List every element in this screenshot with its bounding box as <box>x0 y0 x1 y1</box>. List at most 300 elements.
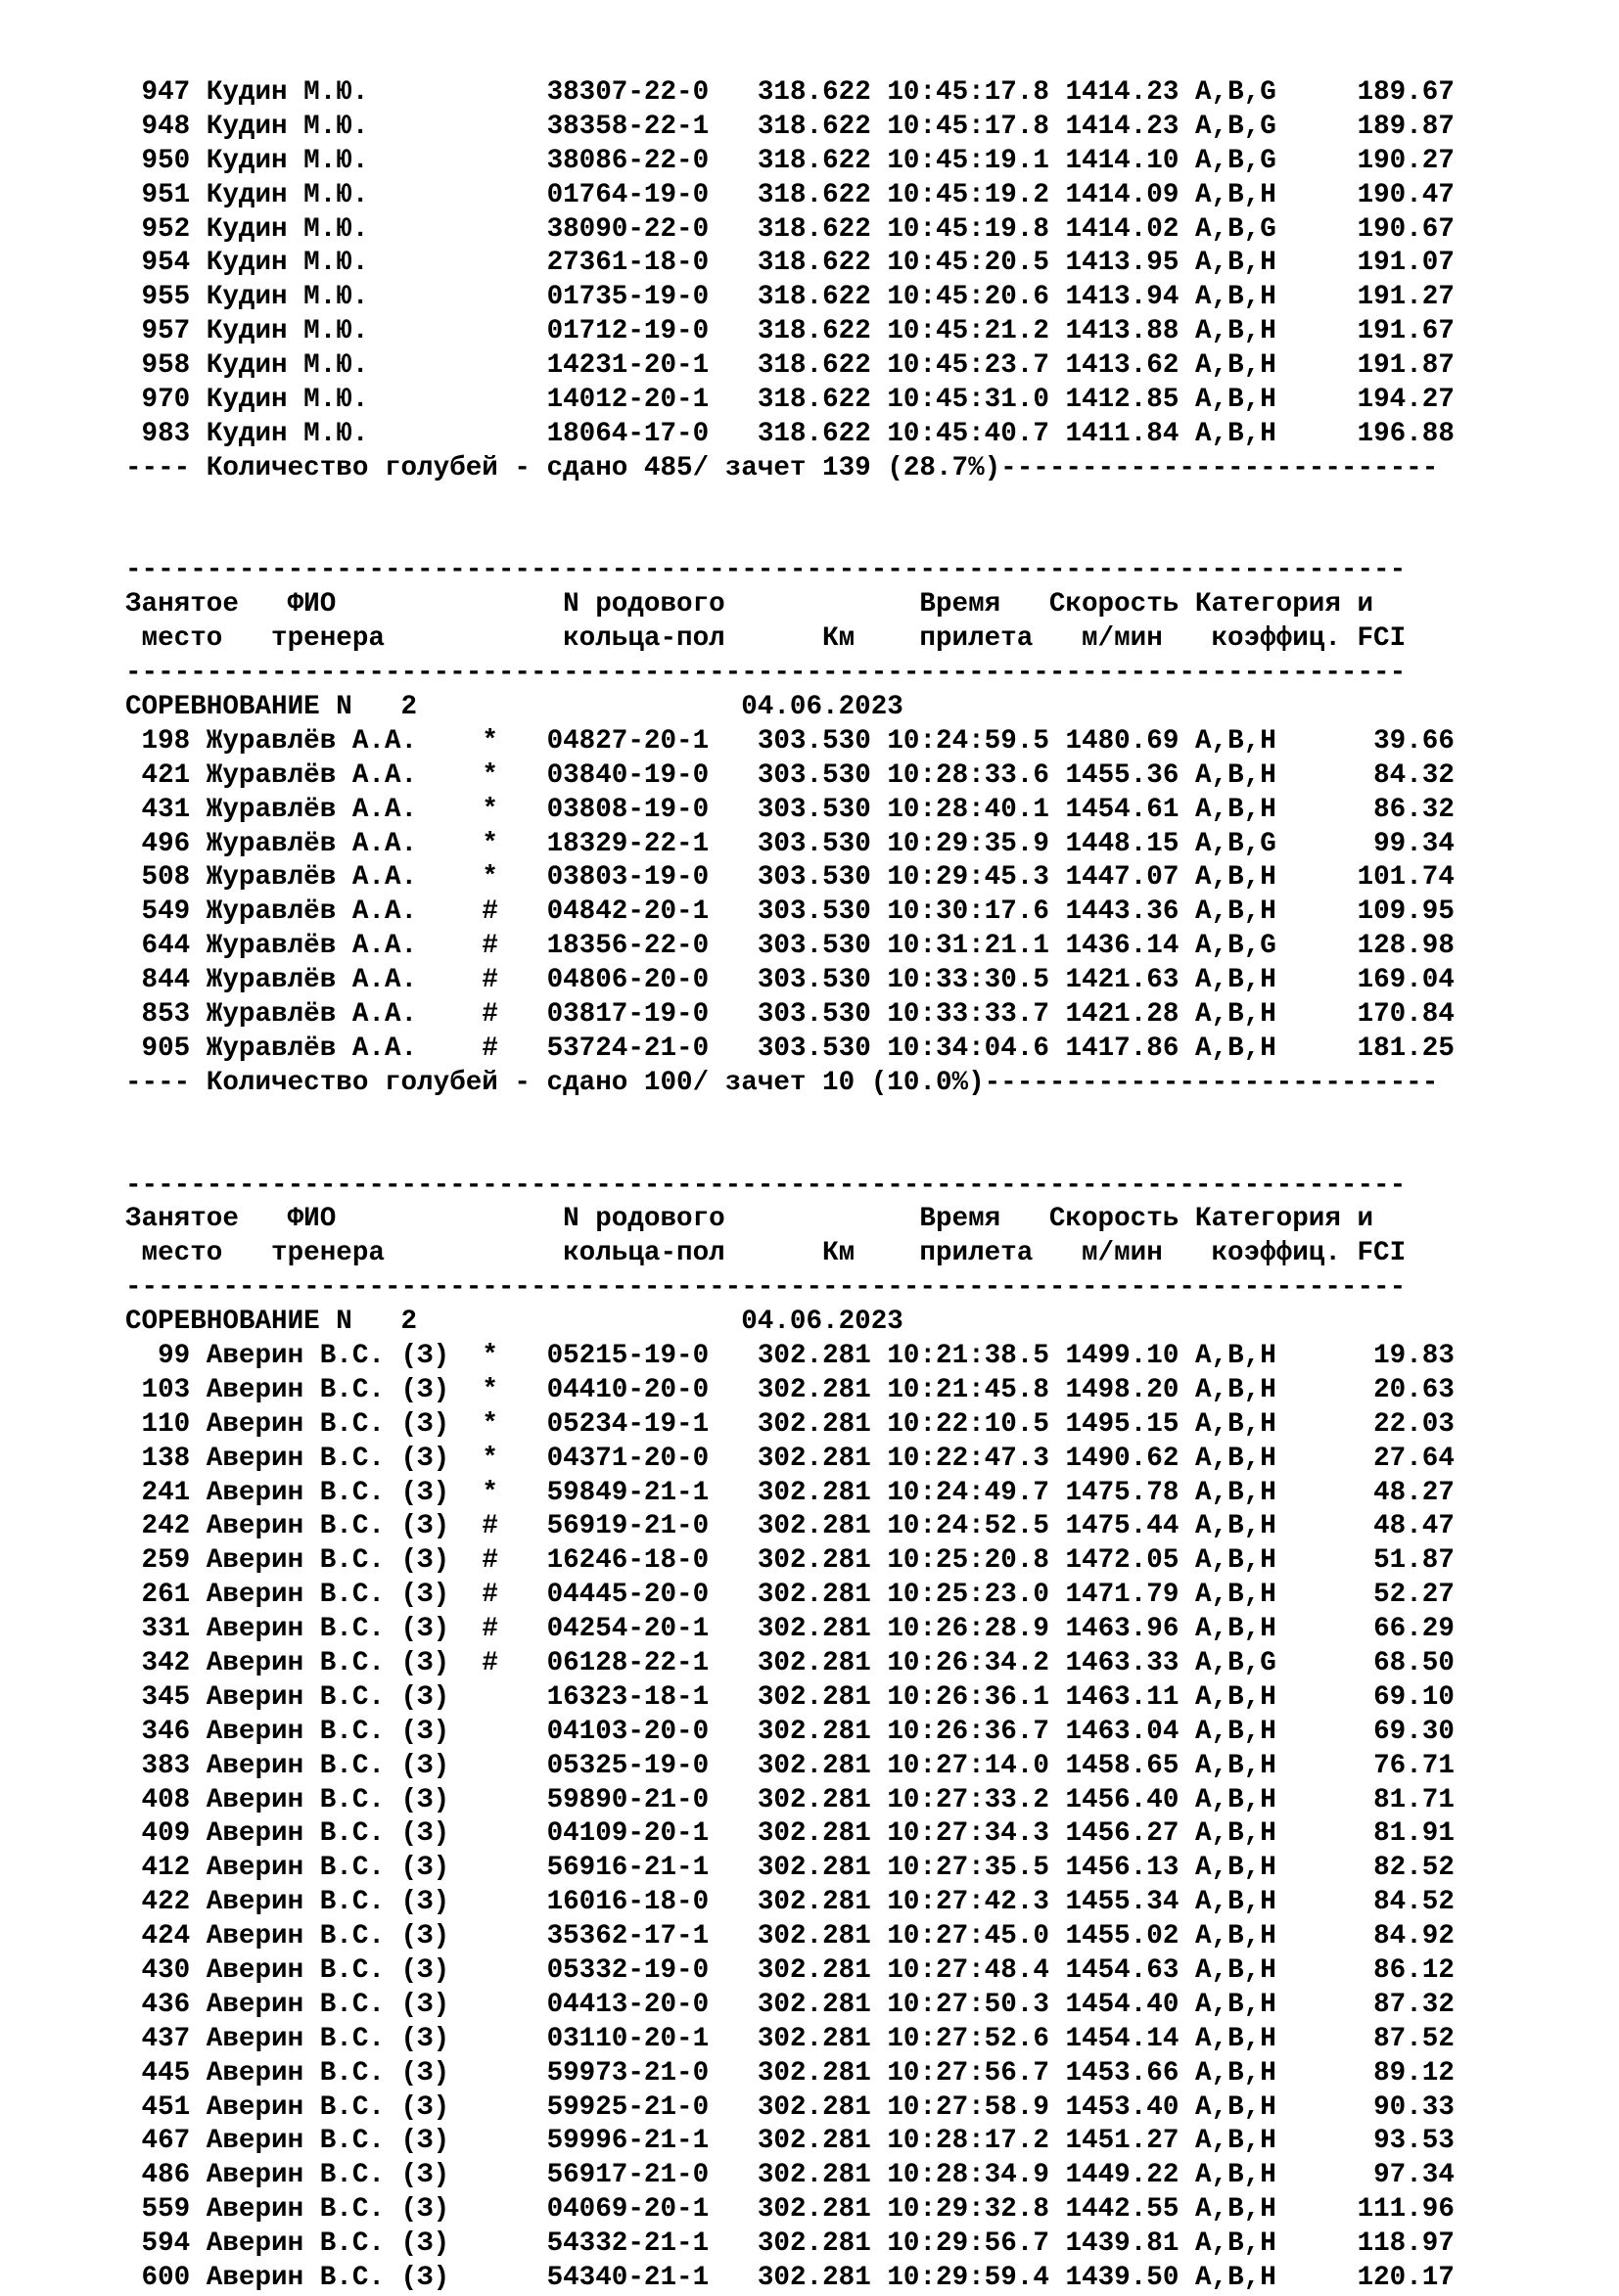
name-cell: Аверин В.С. (З) <box>206 1511 483 1542</box>
table-rule <box>125 657 1594 691</box>
category-cell: A,B,H <box>1194 418 1293 449</box>
fci-cell: 190.27 <box>1292 145 1455 176</box>
category-cell: A,B,H <box>1194 1614 1293 1645</box>
km-cell: 302.281 <box>757 2091 888 2123</box>
name-cell: Аверин В.С. (З) <box>206 1408 483 1440</box>
mark-cell: * <box>482 1374 547 1405</box>
fci-cell: 82.52 <box>1292 1853 1455 1884</box>
speed-cell: 1454.63 <box>1065 1954 1195 1986</box>
mark-cell: * <box>482 725 547 757</box>
speed-cell: 1498.20 <box>1065 1374 1195 1405</box>
name-cell: Кудин М.Ю. <box>206 385 483 416</box>
ring-cell: 14012-20-1 <box>546 385 758 416</box>
km-cell: 302.281 <box>757 2126 888 2157</box>
time-cell: 10:45:23.7 <box>887 350 1066 382</box>
table-row <box>125 1544 1594 1579</box>
table-row <box>125 2227 1594 2262</box>
table-row <box>125 1477 1594 1511</box>
ring-cell: 56916-21-1 <box>546 1853 758 1884</box>
km-cell: 302.281 <box>757 1887 888 1918</box>
table-row <box>125 1647 1594 1681</box>
mark-cell <box>482 248 546 278</box>
table-row <box>125 1817 1594 1852</box>
category-cell: A,B,H <box>1194 1921 1293 1952</box>
table-row <box>125 1033 1594 1067</box>
fci-cell: 19.83 <box>1292 1340 1455 1371</box>
category-cell: A,B,G <box>1194 828 1293 859</box>
mark-cell <box>482 112 546 142</box>
place-cell: 486 <box>125 2160 207 2191</box>
km-cell: 318.622 <box>757 145 888 176</box>
competition-line <box>125 691 1594 725</box>
time-cell: 10:45:19.1 <box>887 145 1066 176</box>
time-cell: 10:27:34.3 <box>887 1818 1066 1850</box>
km-cell: 302.281 <box>757 1408 888 1440</box>
mark-cell: * <box>482 828 547 859</box>
name-cell: Аверин В.С. (З) <box>206 1921 483 1952</box>
ring-cell: 05325-19-0 <box>546 1750 758 1781</box>
name-cell: Журавлёв А.А. <box>206 862 483 894</box>
category-cell: A,B,G <box>1194 931 1293 962</box>
time-cell: 10:28:17.2 <box>887 2126 1066 2157</box>
speed-cell: 1480.69 <box>1065 725 1195 757</box>
speed-cell: 1456.13 <box>1065 1853 1195 1884</box>
mark-cell <box>482 2160 546 2190</box>
ring-cell: 54340-21-1 <box>546 2263 758 2293</box>
ring-cell: 27361-18-0 <box>546 248 758 279</box>
km-cell: 303.530 <box>757 759 888 791</box>
speed-cell: 1451.27 <box>1065 2126 1195 2157</box>
time-cell: 10:27:33.2 <box>887 1784 1066 1815</box>
time-cell: 10:33:33.7 <box>887 999 1066 1031</box>
km-cell: 303.530 <box>757 965 888 996</box>
km-cell: 302.281 <box>757 1921 888 1952</box>
name-cell: Аверин В.С. (З) <box>206 2023 483 2054</box>
time-cell: 10:22:10.5 <box>887 1408 1066 1440</box>
table-row <box>125 725 1594 759</box>
mark-cell: * <box>482 1408 547 1440</box>
ring-cell: 06128-22-1 <box>546 1647 758 1678</box>
fci-cell: 190.47 <box>1292 179 1455 210</box>
table-row <box>125 2125 1594 2159</box>
fci-cell: 84.32 <box>1292 759 1455 791</box>
speed-cell: 1448.15 <box>1065 828 1195 859</box>
ring-cell: 03110-20-1 <box>546 2023 758 2054</box>
category-cell: A,B,H <box>1194 248 1293 279</box>
place-cell: 600 <box>125 2263 207 2293</box>
place-cell: 508 <box>125 862 207 894</box>
km-cell: 302.281 <box>757 1580 888 1611</box>
table-row <box>125 1989 1594 2023</box>
mark-cell <box>482 419 546 449</box>
place-cell: 952 <box>125 213 207 245</box>
table-row <box>125 1510 1594 1544</box>
column-header-line <box>125 588 1594 622</box>
results-document <box>125 76 1594 2296</box>
time-cell: 10:45:21.2 <box>887 316 1066 347</box>
summary-line <box>125 1067 1594 1101</box>
category-cell: A,B,H <box>1194 999 1293 1031</box>
name-cell: Аверин В.С. (З) <box>206 1374 483 1405</box>
name-cell: Аверин В.С. (З) <box>206 2228 483 2260</box>
fci-cell: 51.87 <box>1292 1545 1455 1577</box>
blank-line-text <box>125 487 142 518</box>
km-cell: 318.622 <box>757 179 888 210</box>
table-rule <box>125 554 1594 588</box>
km-cell: 318.622 <box>757 350 888 382</box>
place-cell: 559 <box>125 2194 207 2226</box>
fci-cell: 89.12 <box>1292 2057 1455 2089</box>
name-cell: Аверин В.С. (З) <box>206 2057 483 2089</box>
place-cell: 345 <box>125 1681 207 1713</box>
fci-cell: 39.66 <box>1292 725 1455 757</box>
column-header-line <box>125 1203 1594 1237</box>
mark-cell: # <box>482 1614 547 1645</box>
ring-cell: 03840-19-0 <box>546 759 758 791</box>
time-cell: 10:31:21.1 <box>887 931 1066 962</box>
name-cell: Аверин В.С. (З) <box>206 2263 483 2293</box>
fci-cell: 86.32 <box>1292 794 1455 825</box>
category-cell: A,B,H <box>1194 1374 1293 1405</box>
time-cell: 10:25:23.0 <box>887 1580 1066 1611</box>
time-cell: 10:29:45.3 <box>887 862 1066 894</box>
ring-cell: 16016-18-0 <box>546 1887 758 1918</box>
speed-cell: 1454.61 <box>1065 794 1195 825</box>
name-cell: Кудин М.Ю. <box>206 77 483 108</box>
place-cell: 198 <box>125 725 207 757</box>
category-cell: A,B,H <box>1194 1750 1293 1781</box>
ring-cell: 05234-19-1 <box>546 1408 758 1440</box>
blank-line-text <box>125 1136 142 1167</box>
km-cell: 302.281 <box>757 1340 888 1371</box>
speed-cell: 1456.40 <box>1065 1784 1195 1815</box>
table-row <box>125 1613 1594 1647</box>
km-cell: 303.530 <box>757 1033 888 1064</box>
ring-cell: 14231-20-1 <box>546 350 758 382</box>
place-cell: 331 <box>125 1614 207 1645</box>
km-cell: 318.622 <box>757 282 888 313</box>
time-cell: 10:27:48.4 <box>887 1954 1066 1986</box>
place-cell: 496 <box>125 828 207 859</box>
speed-cell: 1463.11 <box>1065 1681 1195 1713</box>
table-row <box>125 1443 1594 1477</box>
category-cell: A,B,H <box>1194 1443 1293 1474</box>
mark-cell <box>482 1955 546 1986</box>
place-cell: 259 <box>125 1545 207 1577</box>
place-cell: 431 <box>125 794 207 825</box>
place-cell: 594 <box>125 2228 207 2260</box>
ring-cell: 04103-20-0 <box>546 1716 758 1747</box>
table-row <box>125 349 1594 384</box>
category-cell: A,B,H <box>1194 282 1293 313</box>
km-cell: 302.281 <box>757 1681 888 1713</box>
column-header-line <box>125 622 1594 657</box>
table-row <box>125 1954 1594 1989</box>
mark-cell <box>482 1682 546 1713</box>
time-cell: 10:45:17.8 <box>887 77 1066 108</box>
category-cell: A,B,H <box>1194 350 1293 382</box>
category-cell: A,B,H <box>1194 725 1293 757</box>
fci-cell: 87.52 <box>1292 2023 1455 2054</box>
summary-line-text: ---- Количество голубей - сдано 100/ зачет 10 (10.0%)---------------------------- <box>125 1067 1439 1098</box>
blank-line <box>125 1135 1594 1170</box>
km-cell: 302.281 <box>757 1545 888 1577</box>
km-cell: 318.622 <box>757 316 888 347</box>
km-cell: 303.530 <box>757 896 888 928</box>
fci-cell: 90.33 <box>1292 2091 1455 2123</box>
km-cell: 302.281 <box>757 1750 888 1781</box>
place-cell: 412 <box>125 1853 207 1884</box>
ring-cell: 56917-21-0 <box>546 2160 758 2191</box>
speed-cell: 1413.95 <box>1065 248 1195 279</box>
place-cell: 261 <box>125 1580 207 1611</box>
name-cell: Аверин В.С. (З) <box>206 2091 483 2123</box>
km-cell: 302.281 <box>757 1614 888 1645</box>
km-cell: 302.281 <box>757 1784 888 1815</box>
time-cell: 10:26:36.1 <box>887 1681 1066 1713</box>
category-cell: A,B,H <box>1194 862 1293 894</box>
time-cell: 10:45:40.7 <box>887 418 1066 449</box>
category-cell: A,B,H <box>1194 1681 1293 1713</box>
ring-cell: 04827-20-1 <box>546 725 758 757</box>
category-cell: A,B,H <box>1194 896 1293 928</box>
km-cell: 302.281 <box>757 2057 888 2089</box>
km-cell: 302.281 <box>757 2263 888 2293</box>
place-cell: 467 <box>125 2126 207 2157</box>
mark-cell <box>482 1785 546 1815</box>
km-cell: 318.622 <box>757 111 888 142</box>
mark-cell <box>482 1751 546 1781</box>
mark-cell <box>482 146 546 176</box>
place-cell: 451 <box>125 2091 207 2123</box>
mark-cell: * <box>482 794 547 825</box>
ring-cell: 38090-22-0 <box>546 213 758 245</box>
time-cell: 10:29:35.9 <box>887 828 1066 859</box>
fci-cell: 81.71 <box>1292 1784 1455 1815</box>
speed-cell: 1411.84 <box>1065 418 1195 449</box>
fci-cell: 76.71 <box>1292 1750 1455 1781</box>
speed-cell: 1495.15 <box>1065 1408 1195 1440</box>
place-cell: 421 <box>125 759 207 791</box>
fci-cell: 20.63 <box>1292 1374 1455 1405</box>
name-cell: Аверин В.С. (З) <box>206 1716 483 1747</box>
mark-cell: * <box>482 1340 547 1371</box>
table-row <box>125 998 1594 1033</box>
table-row <box>125 247 1594 281</box>
place-cell: 970 <box>125 385 207 416</box>
speed-cell: 1414.23 <box>1065 77 1195 108</box>
place-cell: 853 <box>125 999 207 1031</box>
name-cell: Кудин М.Ю. <box>206 418 483 449</box>
time-cell: 10:28:40.1 <box>887 794 1066 825</box>
place-cell: 99 <box>125 1340 207 1371</box>
place-cell: 409 <box>125 1818 207 1850</box>
place-cell: 383 <box>125 1750 207 1781</box>
name-cell: Кудин М.Ю. <box>206 145 483 176</box>
table-row <box>125 794 1594 828</box>
mark-cell <box>482 385 546 415</box>
time-cell: 10:26:28.9 <box>887 1614 1066 1645</box>
place-cell: 430 <box>125 1954 207 1986</box>
place-cell: 948 <box>125 111 207 142</box>
category-cell: A,B,H <box>1194 1580 1293 1611</box>
mark-cell: * <box>482 862 547 894</box>
km-cell: 318.622 <box>757 213 888 245</box>
fci-cell: 93.53 <box>1292 2126 1455 2157</box>
name-cell: Аверин В.С. (З) <box>206 1750 483 1781</box>
category-cell: A,B,H <box>1194 2160 1293 2191</box>
speed-cell: 1414.02 <box>1065 213 1195 245</box>
category-cell: A,B,H <box>1194 385 1293 416</box>
table-rule <box>125 1271 1594 1306</box>
speed-cell: 1447.07 <box>1065 862 1195 894</box>
fci-cell: 69.10 <box>1292 1681 1455 1713</box>
ring-cell: 03817-19-0 <box>546 999 758 1031</box>
table-row <box>125 2193 1594 2227</box>
speed-cell: 1414.09 <box>1065 179 1195 210</box>
speed-cell: 1499.10 <box>1065 1340 1195 1371</box>
blank-line-text <box>125 522 142 552</box>
table-rule-text: ------------------------------------------------------------------------------- <box>125 1272 1407 1304</box>
category-cell: A,B,H <box>1194 1853 1293 1884</box>
speed-cell: 1458.65 <box>1065 1750 1195 1781</box>
fci-cell: 101.74 <box>1292 862 1455 894</box>
category-cell: A,B,H <box>1194 965 1293 996</box>
table-row <box>125 1852 1594 1886</box>
name-cell: Аверин В.С. (З) <box>206 1545 483 1577</box>
mark-cell <box>482 2092 546 2123</box>
km-cell: 303.530 <box>757 931 888 962</box>
time-cell: 10:27:42.3 <box>887 1887 1066 1918</box>
name-cell: Журавлёв А.А. <box>206 725 483 757</box>
speed-cell: 1439.81 <box>1065 2228 1195 2260</box>
place-cell: 110 <box>125 1408 207 1440</box>
mark-cell: # <box>482 1511 547 1542</box>
speed-cell: 1463.96 <box>1065 1614 1195 1645</box>
place-cell: 958 <box>125 350 207 382</box>
speed-cell: 1443.36 <box>1065 896 1195 928</box>
km-cell: 303.530 <box>757 999 888 1031</box>
km-cell: 302.281 <box>757 1443 888 1474</box>
name-cell: Журавлёв А.А. <box>206 1033 483 1064</box>
speed-cell: 1453.40 <box>1065 2091 1195 2123</box>
ring-cell: 01764-19-0 <box>546 179 758 210</box>
time-cell: 10:25:20.8 <box>887 1545 1066 1577</box>
category-cell: A,B,H <box>1194 2023 1293 2054</box>
mark-cell <box>482 1717 546 1747</box>
table-rule <box>125 1170 1594 1204</box>
speed-cell: 1456.27 <box>1065 1818 1195 1850</box>
table-row <box>125 1408 1594 1443</box>
category-cell: A,B,H <box>1194 1340 1293 1371</box>
table-rule-text: ------------------------------------------------------------------------------- <box>125 658 1407 689</box>
category-cell: A,B,H <box>1194 1887 1293 1918</box>
fci-cell: 99.34 <box>1292 828 1455 859</box>
column-header-line-text: Занятое ФИО N родового Время Скорость Категория и <box>125 1204 1374 1235</box>
table-row <box>125 1579 1594 1613</box>
fci-cell: 87.32 <box>1292 1989 1455 2020</box>
ring-cell: 18329-22-1 <box>546 828 758 859</box>
fci-cell: 128.98 <box>1292 931 1455 962</box>
category-cell: A,B,G <box>1194 111 1293 142</box>
table-row <box>125 1920 1594 1954</box>
km-cell: 303.530 <box>757 725 888 757</box>
ring-cell: 05332-19-0 <box>546 1954 758 1986</box>
fci-cell: 68.50 <box>1292 1647 1455 1678</box>
km-cell: 302.281 <box>757 1818 888 1850</box>
speed-cell: 1453.66 <box>1065 2057 1195 2089</box>
ring-cell: 38086-22-0 <box>546 145 758 176</box>
mark-cell <box>482 1818 546 1849</box>
table-row <box>125 2023 1594 2057</box>
place-cell: 644 <box>125 931 207 962</box>
place-cell: 905 <box>125 1033 207 1064</box>
speed-cell: 1439.50 <box>1065 2263 1195 2293</box>
category-cell: A,B,G <box>1194 1647 1293 1678</box>
name-cell: Кудин М.Ю. <box>206 111 483 142</box>
mark-cell <box>482 350 546 381</box>
ring-cell: 04069-20-1 <box>546 2194 758 2226</box>
speed-cell: 1454.14 <box>1065 2023 1195 2054</box>
table-row <box>125 1784 1594 1818</box>
place-cell: 422 <box>125 1887 207 1918</box>
km-cell: 318.622 <box>757 248 888 279</box>
km-cell: 302.281 <box>757 1477 888 1508</box>
time-cell: 10:45:19.8 <box>887 213 1066 245</box>
mark-cell <box>482 2194 546 2225</box>
time-cell: 10:45:17.8 <box>887 111 1066 142</box>
table-row <box>125 964 1594 998</box>
fci-cell: 194.27 <box>1292 385 1455 416</box>
time-cell: 10:33:30.5 <box>887 965 1066 996</box>
table-row <box>125 828 1594 862</box>
ring-cell: 53724-21-0 <box>546 1033 758 1064</box>
ring-cell: 59973-21-0 <box>546 2057 758 2089</box>
name-cell: Аверин В.С. (З) <box>206 1818 483 1850</box>
km-cell: 318.622 <box>757 385 888 416</box>
place-cell: 950 <box>125 145 207 176</box>
fci-cell: 189.67 <box>1292 77 1455 108</box>
time-cell: 10:45:20.5 <box>887 248 1066 279</box>
fci-cell: 97.34 <box>1292 2160 1455 2191</box>
fci-cell: 190.67 <box>1292 213 1455 245</box>
ring-cell: 38358-22-1 <box>546 111 758 142</box>
km-cell: 318.622 <box>757 418 888 449</box>
place-cell: 947 <box>125 77 207 108</box>
time-cell: 10:22:47.3 <box>887 1443 1066 1474</box>
category-cell: A,B,H <box>1194 794 1293 825</box>
mark-cell <box>482 1921 546 1952</box>
name-cell: Журавлёв А.А. <box>206 794 483 825</box>
place-cell: 424 <box>125 1921 207 1952</box>
fci-cell: 84.92 <box>1292 1921 1455 1952</box>
table-row <box>125 2159 1594 2193</box>
ring-cell: 04445-20-0 <box>546 1580 758 1611</box>
name-cell: Аверин В.С. (З) <box>206 1477 483 1508</box>
time-cell: 10:24:52.5 <box>887 1511 1066 1542</box>
time-cell: 10:24:49.7 <box>887 1477 1066 1508</box>
name-cell: Аверин В.С. (З) <box>206 1954 483 1986</box>
category-cell: A,B,H <box>1194 179 1293 210</box>
fci-cell: 48.47 <box>1292 1511 1455 1542</box>
time-cell: 10:30:17.6 <box>887 896 1066 928</box>
table-row <box>125 1681 1594 1716</box>
table-row <box>125 861 1594 895</box>
category-cell: A,B,H <box>1194 1716 1293 1747</box>
summary-line <box>125 452 1594 486</box>
place-cell: 954 <box>125 248 207 279</box>
name-cell: Журавлёв А.А. <box>206 965 483 996</box>
